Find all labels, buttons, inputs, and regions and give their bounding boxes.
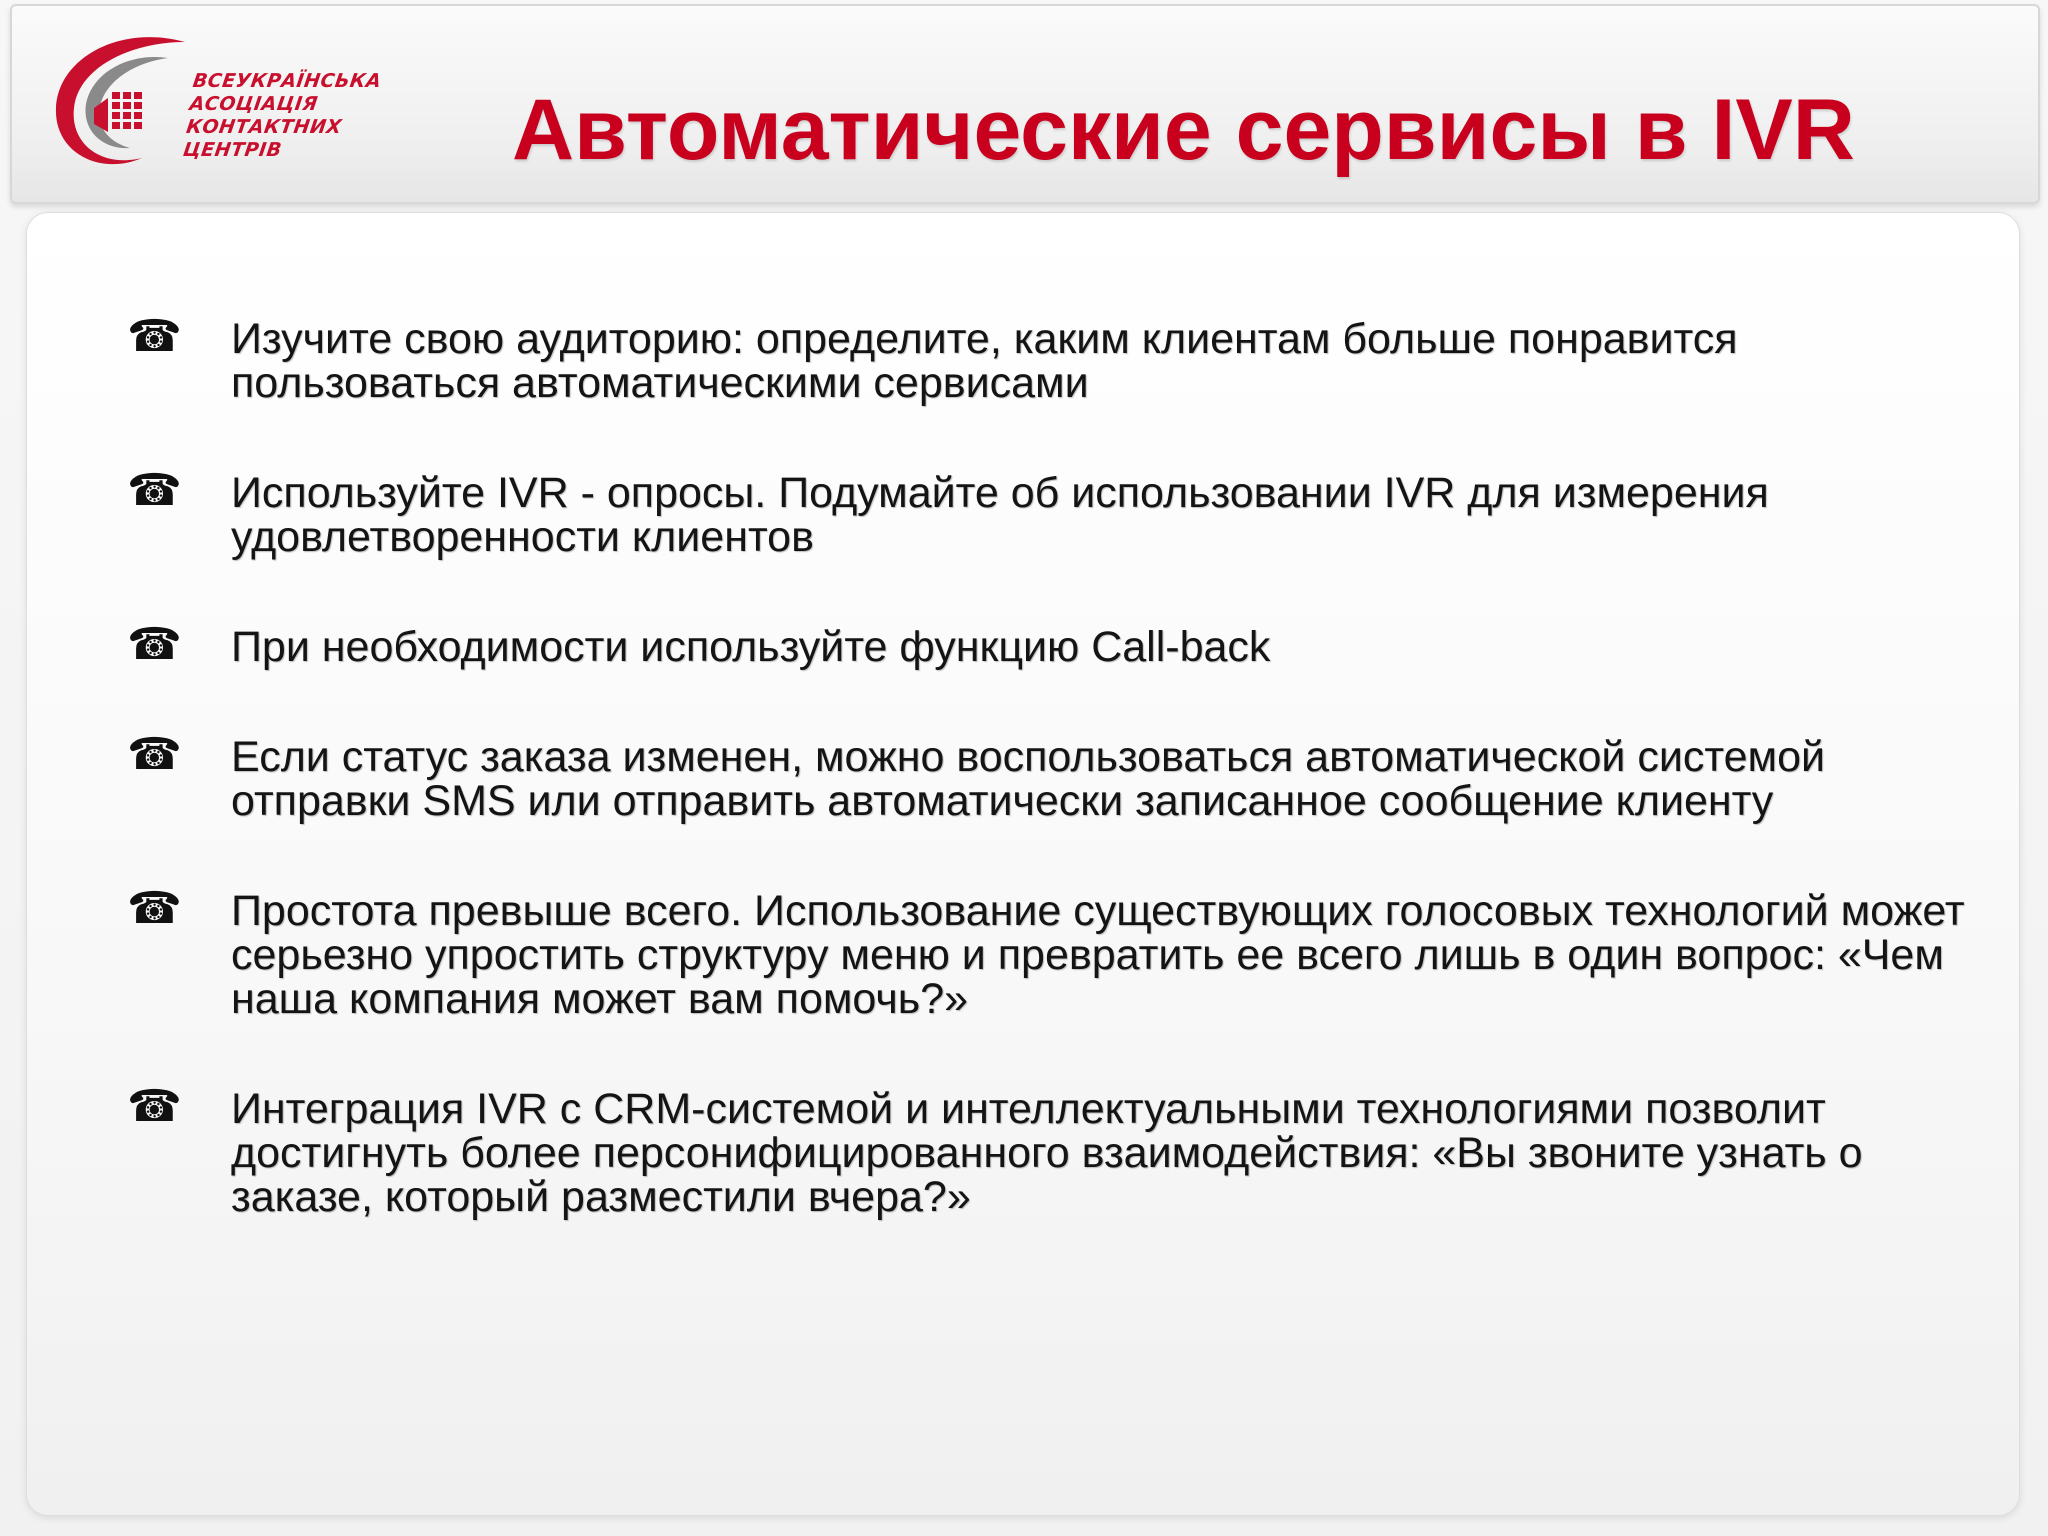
bullet-text: Простота превыше всего. Использование существующих голосовых технологий может серьезно упростить структуру меню и превратить ее всего лишь в один вопрос: «Чем наша компания может вам помочь?» (231, 887, 1965, 1023)
bullet-list (127, 311, 1987, 1285)
telephone-icon: ☎ (127, 619, 182, 670)
bullet-text: Интеграция IVR с CRM-системой и интеллектуальными технологиями позволит достигнуть более персонифицированного взаимодействия: «Вы звоните узнать о заказе, который разместили вчера?» (231, 1085, 1863, 1221)
bullet-item (127, 883, 1987, 1023)
telephone-icon: ☎ (127, 729, 182, 780)
logo-text (182, 70, 435, 162)
telephone-icon: ☎ (127, 883, 182, 934)
logo-line: КОНТАКТНИХ (184, 116, 344, 138)
telephone-icon: ☎ (127, 465, 182, 516)
slide-title: Автоматические сервисы в IVR (512, 82, 1855, 178)
content-panel (26, 212, 2020, 1516)
telephone-icon: ☎ (127, 1081, 182, 1132)
bullet-item (127, 311, 1987, 407)
bullet-text: Изучите свою аудиторию: определите, каким клиентам больше понравится пользоваться автоматическими сервисами (231, 315, 1738, 407)
logo-line: ЦЕНТРІВ (181, 139, 284, 161)
logo-emblem-icon (50, 28, 190, 178)
bullet-text: Если статус заказа изменен, можно воспользоваться автоматической системой отправки SMS или отправить автоматически записанное сообщение клиенту (231, 733, 1826, 825)
bullet-item (127, 619, 1987, 671)
bullet-item (127, 465, 1987, 561)
bullet-item (127, 1081, 1987, 1221)
bullet-text: При необходимости используйте функцию Call-back (231, 623, 1271, 671)
logo-line: ВСЕУКРАЇНСЬКА (191, 70, 383, 92)
bullet-item (127, 729, 1987, 825)
association-logo (50, 28, 430, 178)
telephone-icon: ☎ (127, 311, 182, 362)
slide-header (10, 4, 2040, 204)
logo-line: АСОЦІАЦІЯ (188, 93, 320, 115)
bullet-text: Используйте IVR - опросы. Подумайте об использовании IVR для измерения удовлетворенности клиентов (231, 469, 1769, 561)
